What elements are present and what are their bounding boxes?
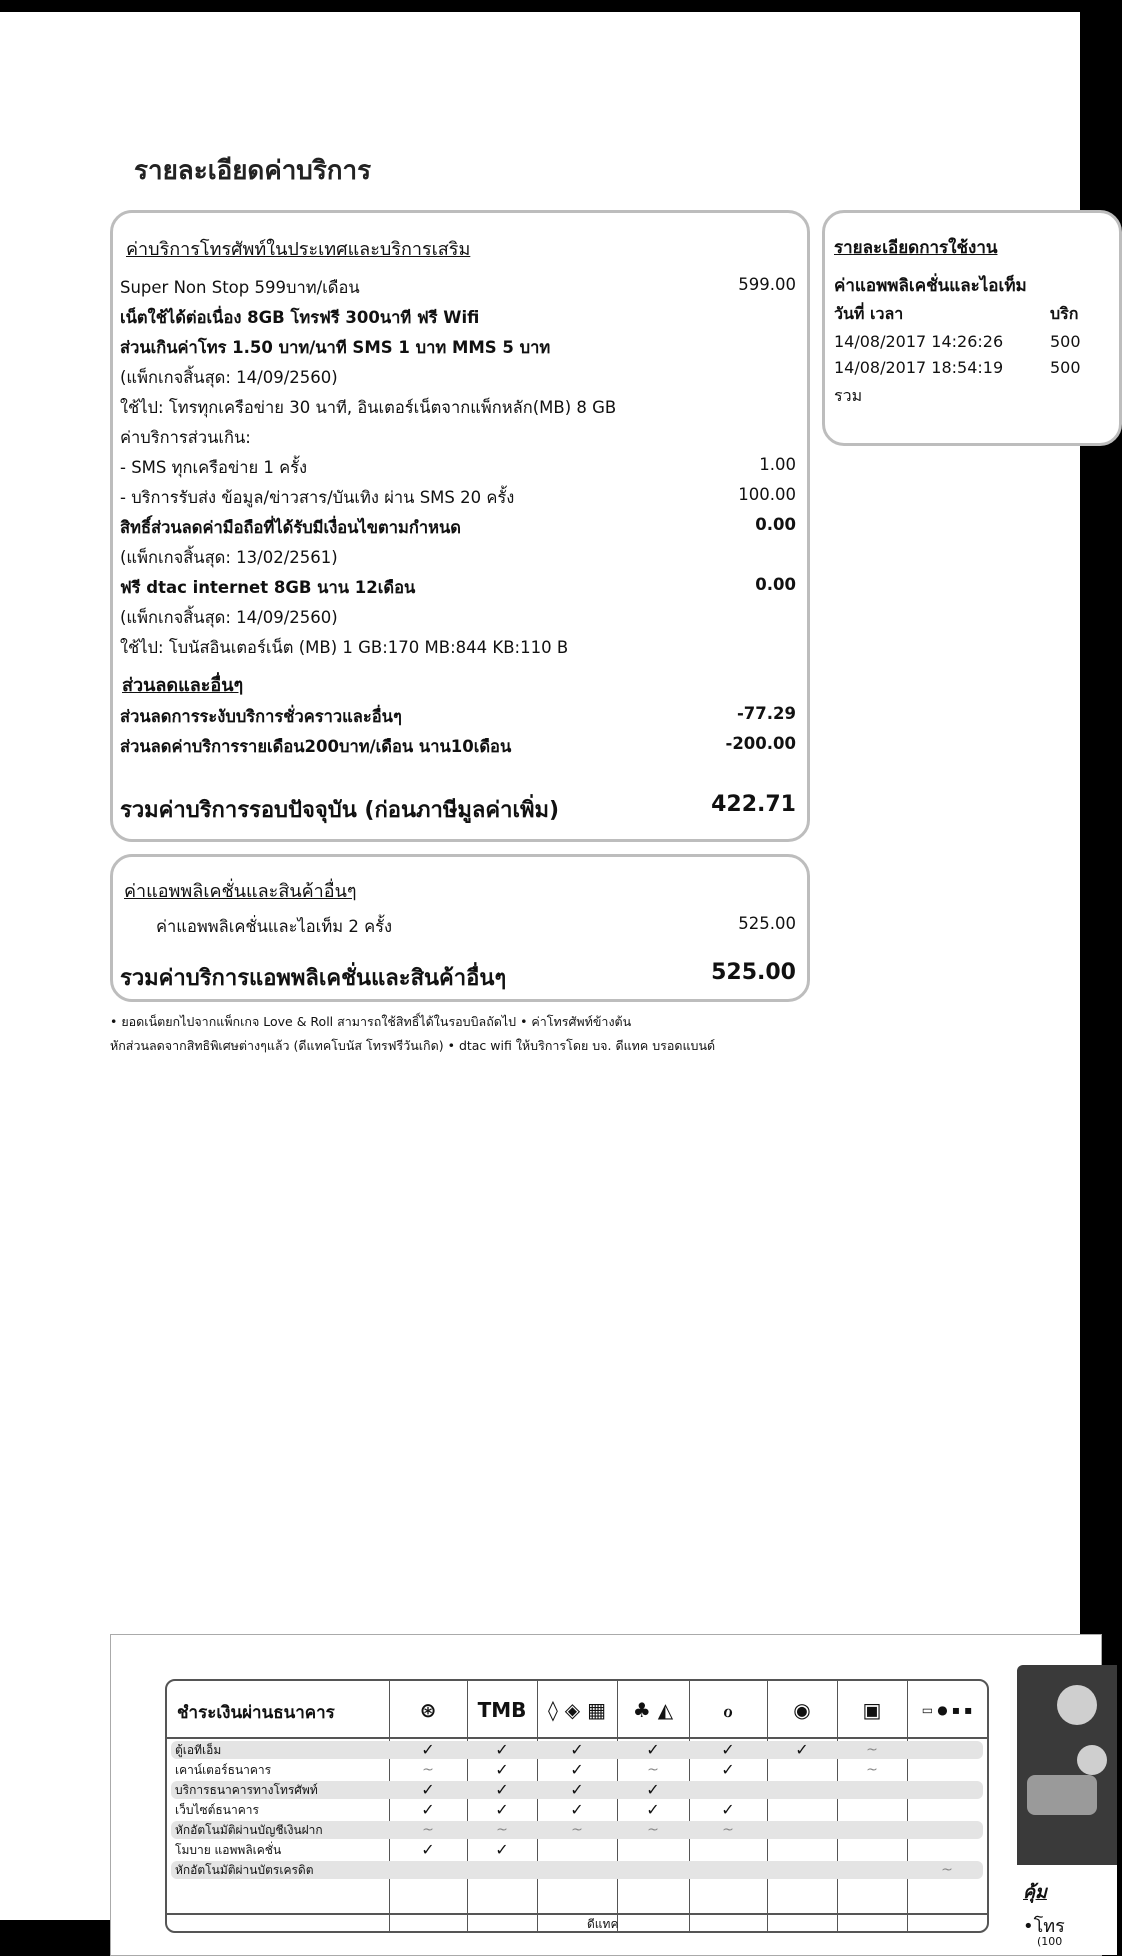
discount-row: ส่วนลดค่าบริการรายเดือน200บาท/เดือน นาน10เดือน -200.00 — [120, 734, 796, 756]
bank-logo: TMB — [477, 1698, 527, 1722]
service-row-label: (แพ็กเกจสิ้นสุด: 14/09/2560) — [120, 608, 338, 627]
conditional-mark-icon: ~ — [647, 1822, 659, 1838]
discount-heading: ส่วนลดและอื่นๆ — [122, 675, 244, 696]
service-row-amount: 100.00 — [738, 485, 796, 504]
service-row-amount: 0.00 — [755, 515, 796, 534]
usage-row-datetime: 14/08/2017 14:26:26 — [834, 332, 1004, 351]
conditional-mark-icon: ~ — [422, 1762, 434, 1778]
usage-heading: รายละเอียดการใช้งาน — [834, 238, 998, 258]
check-mark-icon: ✓ — [495, 1840, 509, 1859]
service-row-label: เน็ตใช้ได้ต่อเนื่อง 8GB โทรฟรี 300นาที ฟรี Wifi — [120, 308, 480, 327]
check-mark-icon: ✓ — [570, 1780, 584, 1799]
check-mark-icon: ✓ — [421, 1740, 435, 1759]
service-row-label: - SMS ทุกเครือข่าย 1 ครั้ง — [120, 458, 308, 477]
check-mark-icon: ✓ — [421, 1800, 435, 1819]
check-mark-icon: ✓ — [570, 1760, 584, 1779]
payment-title: ชำระเงินผ่านธนาคาร — [177, 1703, 335, 1723]
service-row — [120, 545, 796, 571]
bank-logo: ▣ — [862, 1698, 882, 1722]
check-mark-icon: ✓ — [721, 1760, 735, 1779]
check-mark-icon: ✓ — [646, 1800, 660, 1819]
service-row — [120, 335, 796, 361]
promo-line: •โทร — [1023, 1916, 1065, 1937]
payment-section — [110, 1634, 1102, 1956]
service-row-label: ฟรี dtac internet 8GB นาน 12เดือน — [120, 578, 416, 597]
service-row — [120, 275, 796, 301]
services-heading: ค่าบริการโทรศัพท์ในประเทศและบริการเสริม — [126, 239, 471, 260]
payment-method-label: หักอัตโนมัติผ่านบัญชีเงินฝาก — [175, 1823, 323, 1837]
service-row-label: (แพ็กเกจสิ้นสุด: 13/02/2561) — [120, 548, 338, 567]
footnote-line: หักส่วนลดจากสิทธิพิเศษต่างๆแล้ว (ดีแทคโบนัส โทรฟรีวันเกิด) • dtac wifi ให้บริการโดย บจ. ดีแทค บรอดแบนด์ — [110, 1038, 716, 1053]
conditional-mark-icon: ~ — [722, 1822, 734, 1838]
service-row-label: (แพ็กเกจสิ้นสุด: 14/09/2560) — [120, 368, 338, 387]
service-row — [120, 635, 796, 661]
payment-method-label: บริการธนาคารทางโทรศัพท์ — [175, 1783, 318, 1797]
service-row-amount: 0.00 — [755, 575, 796, 594]
service-row — [120, 365, 796, 391]
service-row — [120, 605, 796, 631]
conditional-mark-icon: ~ — [941, 1862, 953, 1878]
usage-row-value: 500 — [1050, 358, 1081, 377]
app-row: ค่าแอพพลิเคชั่นและไอเท็ม 2 ครั้ง 525.00 — [156, 914, 796, 936]
service-row-label: ค่าบริการส่วนเกิน: — [120, 428, 251, 447]
promo-banner — [1017, 1665, 1117, 1953]
check-mark-icon: ✓ — [421, 1840, 435, 1859]
bank-logo: ◉ — [793, 1698, 811, 1722]
service-row — [120, 395, 796, 421]
usage-sum-label: รวม — [834, 386, 863, 405]
usage-subheading: ค่าแอพพลิเคชั่นและไอเท็ม — [834, 276, 1027, 296]
promo-title: คุ้ม — [1023, 1882, 1047, 1903]
service-row-label: Super Non Stop 599บาท/เดือน — [120, 278, 360, 297]
current-total-row: รวมค่าบริการรอบปัจจุบัน (ก่อนภาษีมูลค่าเพิ่ม) 422.71 — [120, 792, 796, 823]
conditional-mark-icon: ~ — [866, 1762, 878, 1778]
service-row — [120, 485, 796, 511]
bank-logo: ℴ — [723, 1698, 733, 1722]
discount-row: ส่วนลดการระงับบริการชั่วคราวและอื่นๆ -77.29 — [120, 704, 796, 726]
promo-small: (100 — [1037, 1935, 1063, 1948]
check-mark-icon: ✓ — [646, 1740, 660, 1759]
conditional-mark-icon: ~ — [866, 1742, 878, 1758]
footnote-line: • ยอดเน็ตยกไปจากแพ็กเกจ Love & Roll สามารถใช้สิทธิ์ได้ในรอบบิลถัดไป • ค่าโทรศัพท์ข้างต้น — [110, 1014, 632, 1029]
payment-method-label: โมบาย แอพพลิเคชั่น — [175, 1843, 282, 1857]
usage-row-datetime: 14/08/2017 18:54:19 — [834, 358, 1004, 377]
bank-logo: ◊ ◈ ▦ — [547, 1698, 607, 1722]
page-title: รายละเอียดค่าบริการ — [134, 156, 372, 186]
payment-method-label: ตู้เอทีเอ็ม — [175, 1743, 222, 1757]
bill-page — [0, 12, 1081, 1948]
service-row — [120, 425, 796, 451]
payment-method-label: เว็บไซต์ธนาคาร — [175, 1803, 259, 1817]
app-heading: ค่าแอพพลิเคชั่นและสินค้าอื่นๆ — [124, 881, 357, 902]
service-row-label: ใช้ไป: โบนัสอินเตอร์เน็ต (MB) 1 GB:170 MB:844 KB:110 B — [120, 638, 569, 657]
check-mark-icon: ✓ — [721, 1800, 735, 1819]
app-total-row: รวมค่าบริการแอพพลิเคชั่นและสินค้าอื่นๆ 525.00 — [120, 960, 796, 991]
payment-table — [165, 1679, 989, 1933]
payment-method-label: หักอัตโนมัติผ่านบัตรเครดิต — [175, 1863, 314, 1877]
service-row-label: ส่วนเกินค่าโทร 1.50 บาท/นาที SMS 1 บาท MMS 5 บาท — [120, 338, 551, 357]
service-row-label: ใช้ไป: โทรทุกเครือข่าย 30 นาที, อินเตอร์เน็ตจากแพ็กหลัก(MB) 8 GB — [120, 398, 617, 417]
service-row-amount: 1.00 — [759, 455, 796, 474]
check-mark-icon: ✓ — [570, 1800, 584, 1819]
service-row — [120, 455, 796, 481]
check-mark-icon: ✓ — [795, 1740, 809, 1759]
conditional-mark-icon: ~ — [422, 1822, 434, 1838]
service-row — [120, 515, 796, 541]
payment-footer-label: ดีแทค — [587, 1917, 619, 1931]
check-mark-icon: ✓ — [495, 1780, 509, 1799]
check-mark-icon: ✓ — [495, 1800, 509, 1819]
check-mark-icon: ✓ — [570, 1740, 584, 1759]
check-mark-icon: ✓ — [646, 1780, 660, 1799]
check-mark-icon: ✓ — [421, 1780, 435, 1799]
payment-method-label: เคาน์เตอร์ธนาคาร — [175, 1763, 272, 1777]
service-row-label: สิทธิ์ส่วนลดค่ามือถือที่ได้รับมีเงื่อนไขตามกำหนด — [120, 518, 461, 537]
conditional-mark-icon: ~ — [647, 1762, 659, 1778]
service-row-label: - บริการรับส่ง ข้อมูล/ข่าวสาร/บันเทิง ผ่าน SMS 20 ครั้ง — [120, 488, 515, 507]
conditional-mark-icon: ~ — [496, 1822, 508, 1838]
usage-col-datetime: วันที่ เวลา — [834, 304, 904, 323]
service-row — [120, 575, 796, 601]
usage-col-service: บริก — [1050, 304, 1079, 323]
service-row — [120, 305, 796, 331]
bank-logo: ▭ ● ▪ ▪ — [921, 1703, 973, 1717]
check-mark-icon: ✓ — [721, 1740, 735, 1759]
usage-row-value: 500 — [1050, 332, 1081, 351]
bank-logo: ⊛ — [419, 1698, 437, 1722]
bank-logo: ♣ ◭ — [632, 1698, 674, 1722]
service-row-amount: 599.00 — [738, 275, 796, 294]
check-mark-icon: ✓ — [495, 1760, 509, 1779]
conditional-mark-icon: ~ — [571, 1822, 583, 1838]
check-mark-icon: ✓ — [495, 1740, 509, 1759]
